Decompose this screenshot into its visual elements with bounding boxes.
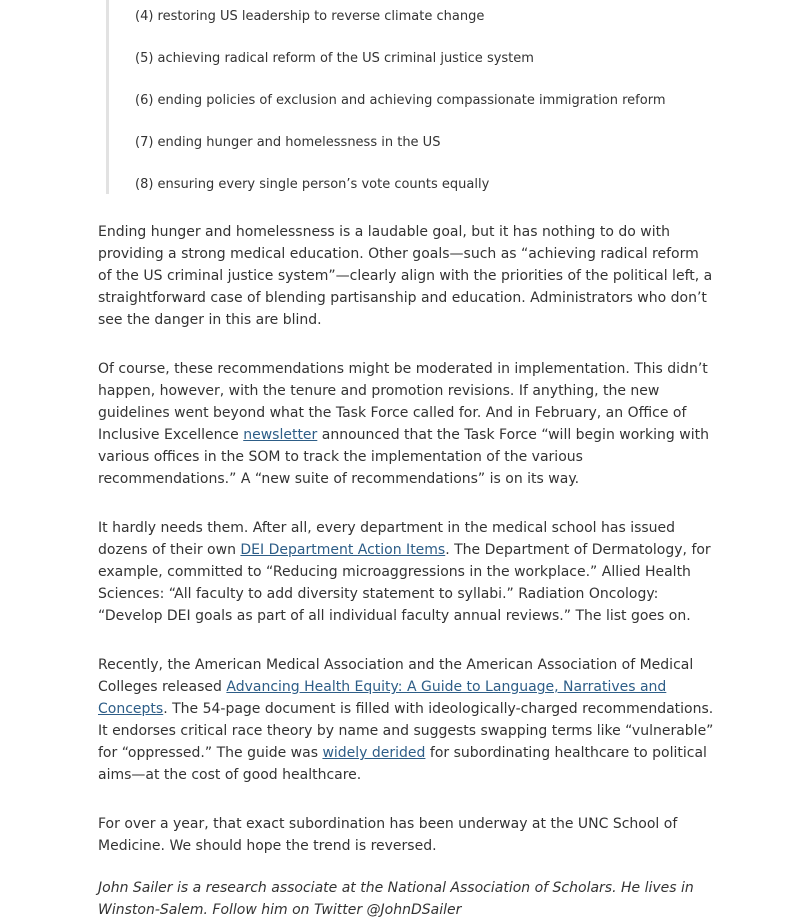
paragraph-ama-guide [98,654,714,786]
paragraph-department-actions [98,517,714,627]
article-body [98,0,714,921]
list-item: (5) achieving radical reform of the US criminal justice system [135,51,534,66]
widely-derided-link[interactable]: widely derided [322,745,426,761]
paragraph-text: announced that the Task Force “will begin working with various offices in the SOM to track the implementation of the various recommendations.” A “new suite of recommendations” is on its way. [98,427,709,487]
paragraph-text: for subordinating healthcare to political aims—at the cost of good healthcare. [98,745,707,783]
paragraph-conclusion: For over a year, that exact subordination has been underway at the UNC School of Medicine. We should hope the trend is reversed. [98,816,678,854]
newsletter-link[interactable]: newsletter [243,427,318,443]
paragraph-implementation [98,358,714,490]
dei-action-items-link[interactable]: DEI Department Action Items [240,542,446,558]
paragraph-text: . The Department of Dermatology, for example, committed to “Reducing microaggressions in the workplace.” Allied Health Sciences: “All faculty to add diversity statement to syllabi.” Radiation Oncology: “Develop DEI goals as part of all individual faculty annual reviews.” The list goes on. [98,542,711,624]
paragraph-text: It hardly needs them. After all, every department in the medical school has issued dozens of their own [98,520,676,558]
list-item: (6) ending policies of exclusion and achieving compassionate immigration reform [135,93,666,108]
author-byline: John Sailer is a research associate at the National Association of Scholars. He lives in Winston-Salem. Follow him on Twitter @JohnDSailer [98,880,694,918]
list-item: (4) restoring US leadership to reverse climate change [135,9,485,24]
health-equity-guide-link[interactable]: Advancing Health Equity: A Guide to Language, Narratives and Concepts [98,679,667,717]
paragraph-partisanship: Ending hunger and homelessness is a laudable goal, but it has nothing to do with providing a strong medical education. Other goals—such as “achieving radical reform of the US criminal justice system”—clearly align with the priorities of the political left, a straightforward case of blending partisanship and education. Administrators who don’t see the danger in this are blind. [98,224,713,328]
list-item: (8) ensuring every single person’s vote counts equally [135,177,490,192]
paragraph-text: Recently, the American Medical Association and the American Association of Medical Colleges released [98,657,694,695]
paragraph-text: . The 54-page document is filled with ideologically-charged recommendations. It endorses critical race theory by name and suggests swapping terms like “vulnerable” for “oppressed.” The guide was [98,701,714,761]
paragraph-text: Of course, these recommendations might be moderated in implementation. This didn’t happen, however, with the tenure and promotion revisions. If anything, the new guidelines went beyond what the Task Force called for. And in February, an Office of Inclusive Excellence [98,361,708,443]
recommendations-list [106,0,714,194]
list-item: (7) ending hunger and homelessness in the US [135,135,441,150]
